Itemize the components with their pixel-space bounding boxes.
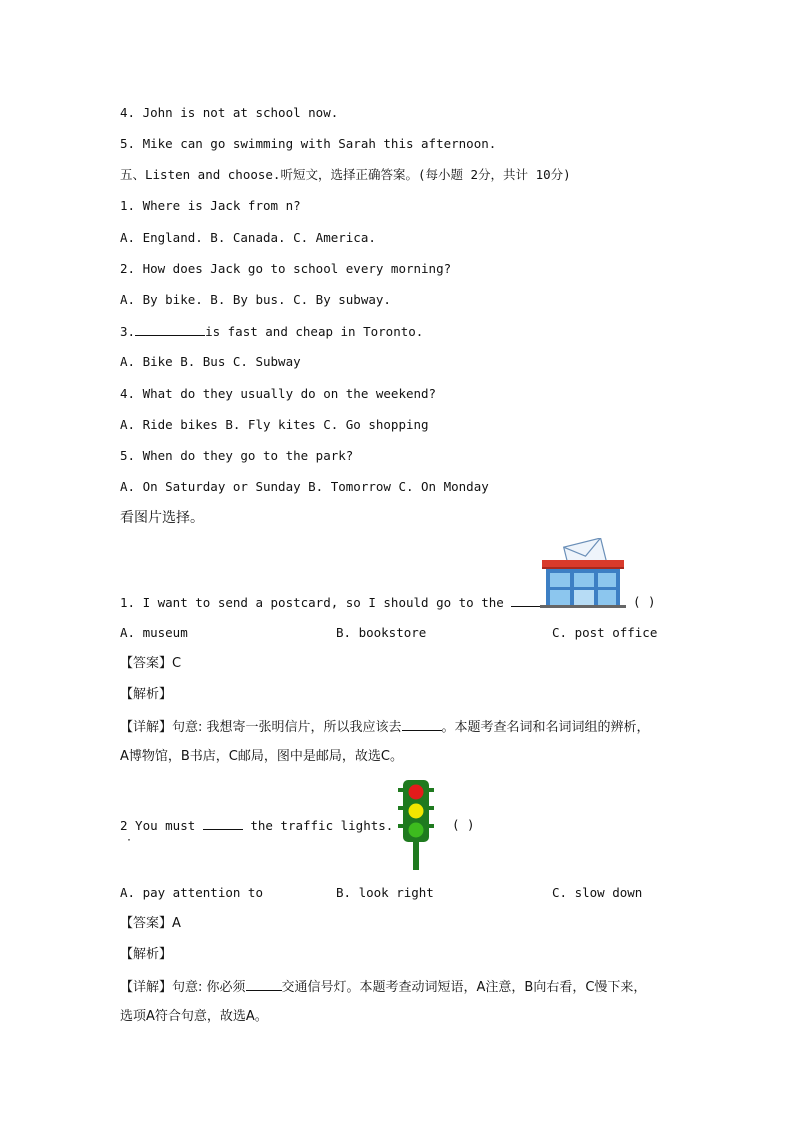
detail-2-prefix: 【详解】句意: 你必须 [120, 980, 246, 995]
option-c-post-office: C. post office [552, 625, 658, 640]
question-2: 2. How does Jack go to school every morning? [120, 261, 452, 276]
answer-blank [402, 717, 442, 731]
analysis-1-label: 【解析】 [120, 687, 173, 702]
option-a-museum: A. museum [120, 625, 188, 640]
post-office-icon [538, 538, 626, 608]
picture-question-1-text: 1. I want to send a postcard, so I should go to the [120, 595, 504, 610]
option-b-look-right: B. look right [336, 885, 434, 900]
detail-1-suffix: 。本题考查名词和名词词组的辨析， [441, 720, 650, 735]
question-3 [120, 322, 423, 341]
question-5-options: A. On Saturday or Sunday B. Tomorrow C. On Monday [120, 479, 489, 494]
option-c-slow-down: C. slow down [552, 885, 643, 900]
stray-dot: · [126, 835, 133, 846]
picture-question-2-start: 2 You must [120, 818, 196, 833]
answer-1: 【答案】C [120, 656, 182, 671]
answer-blank [135, 322, 205, 336]
question-3-text: is fast and cheap in Toronto. [205, 324, 424, 339]
section-five-header: 五、Listen and choose.听短文，选择正确答案。(每小题 2分，共计 10分) [120, 167, 571, 182]
picture-section-header: 看图片选择。 [120, 510, 204, 526]
question-3-number: 3. [120, 324, 136, 339]
question-4: 4. What do they usually do on the weekend? [120, 386, 437, 401]
traffic-light-icon [396, 778, 436, 870]
answer-2: 【答案】A [120, 916, 181, 931]
picture-question-2-end: the traffic lights. [250, 818, 394, 833]
question-5: 5. When do they go to the park? [120, 448, 354, 463]
picture-question-2 [120, 816, 393, 835]
detail-1-prefix: 【详解】句意: 我想寄一张明信片，所以我应该去 [120, 720, 402, 735]
answer-blank [246, 977, 282, 991]
analysis-2-detail [120, 977, 646, 997]
picture-question-1 [120, 593, 559, 612]
option-b-bookstore: B. bookstore [336, 625, 427, 640]
question-3-options: A. Bike B. Bus C. Subway [120, 354, 301, 369]
analysis-2-label: 【解析】 [120, 947, 173, 962]
detail-2-suffix: 交通信号灯。本题考查动词短语，A注意，B向右看，C慢下来， [281, 980, 647, 995]
question-1-options: A. England. B. Canada. C. America. [120, 230, 376, 245]
analysis-1-line2: A博物馆，B书店，C邮局，图中是邮局，故选C。 [120, 749, 403, 764]
question-2-options: A. By bike. B. By bus. C. By subway. [120, 292, 391, 307]
answer-blank [203, 816, 243, 830]
statement-5: 5. Mike can go swimming with Sarah this afternoon. [120, 136, 497, 151]
analysis-1-detail [120, 717, 650, 737]
question-4-options: A. Ride bikes B. Fly kites C. Go shopping [120, 417, 429, 432]
picture-question-2-paren: ( ) [452, 817, 475, 832]
picture-question-1-paren: ( ) [633, 594, 656, 609]
analysis-2-line2: 选项A符合句意，故选A。 [120, 1009, 268, 1024]
statement-4: 4. John is not at school now. [120, 105, 339, 120]
question-1: 1. Where is Jack from n? [120, 198, 301, 213]
option-a-pay-attention: A. pay attention to [120, 885, 263, 900]
